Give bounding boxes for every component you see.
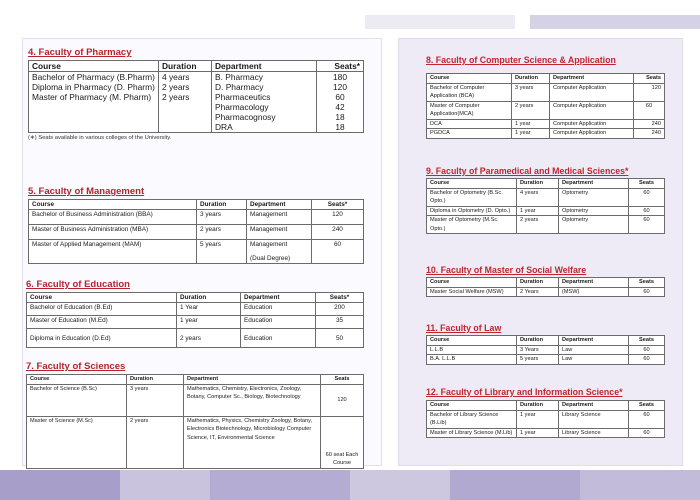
duration-cell: 2 years xyxy=(159,82,212,92)
top-band xyxy=(0,0,700,30)
column-header: Seats* xyxy=(316,293,364,303)
column-header: Department xyxy=(241,293,316,303)
paramedical-title: 9. Faculty of Paramedical and Medical Sciences* xyxy=(426,166,629,176)
seats-footnote: (∗) Seats available in various colleges of the University. xyxy=(28,135,172,141)
column-header: Department xyxy=(559,401,629,411)
table-row xyxy=(27,303,364,316)
law-section xyxy=(426,323,664,365)
education-section xyxy=(26,279,363,348)
department-cell: Optometry xyxy=(559,188,629,206)
department-cell: Computer Application xyxy=(550,119,634,129)
duration-cell: 4 years xyxy=(517,188,559,206)
department-cell: Mathematics, Physics, Chemistry Zoology, Botany, Electronics Biotechnology, Microbiology Computer Science, IT, Environmental Science xyxy=(184,416,321,468)
management-section xyxy=(28,186,363,264)
department-cell: Computer Application xyxy=(550,101,634,119)
table-row xyxy=(27,384,364,416)
course-cell: Master of Business Administration (MBA) xyxy=(29,225,197,240)
seats-cell: 60 xyxy=(629,287,665,297)
library-section xyxy=(426,387,664,438)
seats-cell: 60 xyxy=(629,216,665,234)
department-cell: Mathematics, Chemistry, Electronics, Zoology, Botany, Computer Sc., Biology, Biotechnology xyxy=(184,384,321,416)
cs-title: 8. Faculty of Computer Science & Application xyxy=(426,55,616,65)
duration-cell: 5 years xyxy=(197,240,247,264)
table-row xyxy=(427,355,665,365)
table-row xyxy=(29,72,364,83)
column-header: Department xyxy=(184,375,321,385)
department-cell: Education xyxy=(241,329,316,348)
seats-cell: 60 seat Each Course xyxy=(321,416,364,468)
duration-cell: 3 years xyxy=(127,384,184,416)
table-row xyxy=(29,92,364,133)
duration-cell: 2 years xyxy=(177,329,241,348)
seats-cell: 120 xyxy=(317,82,364,92)
column-header: Course xyxy=(29,61,159,72)
table-row xyxy=(427,129,665,139)
seats-cell: 60 xyxy=(312,240,364,264)
table-row xyxy=(427,428,665,438)
course-cell: Master of Library Science (M.Lib) xyxy=(427,428,517,438)
education-table xyxy=(26,292,364,348)
duration-cell: 3 Years xyxy=(517,345,559,355)
seats-item: 42 xyxy=(335,102,345,112)
seats-cell: 60 xyxy=(629,410,665,428)
course-cell: Bachelor of Library Science (B.Lib) xyxy=(427,410,517,428)
column-header: Seats xyxy=(629,278,665,288)
department-item: Pharmacology xyxy=(215,102,269,112)
seats-cell: 60 xyxy=(629,206,665,216)
seats-cell: 240 xyxy=(312,225,364,240)
seats-cell: 180 xyxy=(317,72,364,83)
column-header: Course xyxy=(27,293,177,303)
table-row xyxy=(427,188,665,206)
column-header: Duration xyxy=(517,401,559,411)
department-cell: Computer Application xyxy=(550,129,634,139)
column-header: Seats* xyxy=(312,200,364,210)
department-cell xyxy=(247,240,312,264)
column-header: Seats xyxy=(634,74,665,84)
seats-cell: 120 xyxy=(634,83,665,101)
column-header: Department xyxy=(559,336,629,346)
column-header: Course xyxy=(427,278,517,288)
column-header: Course xyxy=(427,74,512,84)
course-cell: Bachelor of Optometry (B.Sc. Opto.) xyxy=(427,188,517,206)
duration-cell: 1 year xyxy=(512,129,550,139)
duration-cell: 5 years xyxy=(517,355,559,365)
table-row xyxy=(427,101,665,119)
table-row xyxy=(29,225,364,240)
course-cell: PGDCA xyxy=(427,129,512,139)
column-header: Seats xyxy=(629,401,665,411)
seats-cell: 50 xyxy=(316,329,364,348)
law-table xyxy=(426,335,665,365)
duration-cell: 1 year xyxy=(517,428,559,438)
duration-cell: 3 years xyxy=(512,83,550,101)
seats-cell: 35 xyxy=(316,316,364,329)
duration-cell: 1 year xyxy=(517,410,559,428)
duration-cell: 2 years xyxy=(197,225,247,240)
department-cell xyxy=(212,92,317,133)
library-table xyxy=(426,400,665,438)
department-cell: Optometry xyxy=(559,216,629,234)
seats-item: 18 xyxy=(335,122,345,132)
pharmacy-table xyxy=(28,60,364,133)
social-welfare-title: 10. Faculty of Master of Social Welfare xyxy=(426,265,587,275)
table-row xyxy=(427,206,665,216)
column-header: Duration xyxy=(197,200,247,210)
table-header-row xyxy=(427,278,665,288)
bottom-band xyxy=(0,470,700,500)
duration-cell: 1 year xyxy=(517,206,559,216)
column-header: Duration xyxy=(159,61,212,72)
law-title: 11. Faculty of Law xyxy=(426,323,502,333)
department-cell: Computer Application xyxy=(550,83,634,101)
table-header-row xyxy=(427,74,665,84)
sciences-title: 7. Faculty of Sciences xyxy=(26,361,126,372)
table-header-row xyxy=(27,293,364,303)
department-cell: Education xyxy=(241,316,316,329)
column-header: Department xyxy=(559,278,629,288)
column-header: Course xyxy=(427,179,517,189)
column-header: Department xyxy=(550,74,634,84)
paramedical-section xyxy=(426,166,664,234)
course-cell: B.A. L.L.B xyxy=(427,355,517,365)
table-header-row xyxy=(427,401,665,411)
cs-table xyxy=(426,73,665,139)
seats-cell: 60 xyxy=(629,355,665,365)
department-cell: Library Science xyxy=(559,428,629,438)
column-header: Course xyxy=(27,375,127,385)
department-cell: Library Science xyxy=(559,410,629,428)
column-header: Duration xyxy=(177,293,241,303)
table-row xyxy=(27,316,364,329)
seats-cell: 240 xyxy=(634,119,665,129)
seats-cell: 60 xyxy=(629,188,665,206)
duration-cell: 1 Year xyxy=(177,303,241,316)
course-cell: Bachelor of Science (B.Sc) xyxy=(27,384,127,416)
duration-cell: 2 years xyxy=(512,101,550,119)
department-cell: D. Pharmacy xyxy=(212,82,317,92)
duration-cell: 2 years xyxy=(517,216,559,234)
seats-cell: 120 xyxy=(312,210,364,225)
course-cell: Master of Science (M.Sc) xyxy=(27,416,127,468)
duration-cell: 3 years xyxy=(197,210,247,225)
column-header: Seats* xyxy=(317,61,364,72)
column-header: Duration xyxy=(127,375,184,385)
seats-cell: 120 xyxy=(321,384,364,416)
course-cell: Master of Pharmacy (M. Pharm) xyxy=(29,92,159,133)
department-cell: Optometry xyxy=(559,206,629,216)
duration-cell: 4 years xyxy=(159,72,212,83)
table-header-row xyxy=(29,61,364,72)
department-item: Pharmacognosy xyxy=(215,112,276,122)
seats-cell: 60 xyxy=(629,428,665,438)
library-title: 12. Faculty of Library and Information Science* xyxy=(426,387,623,397)
duration-cell: 2 years xyxy=(159,92,212,133)
department-cell: Law xyxy=(559,355,629,365)
column-header: Department xyxy=(212,61,317,72)
course-cell: Bachelor of Computer Application (BCA) xyxy=(427,83,512,101)
seats-cell: 240 xyxy=(634,129,665,139)
table-row xyxy=(29,210,364,225)
pharmacy-title: 4. Faculty of Pharmacy xyxy=(28,47,132,58)
column-header: Course xyxy=(427,401,517,411)
table-row xyxy=(427,410,665,428)
table-row xyxy=(29,82,364,92)
seats-cell: 200 xyxy=(316,303,364,316)
table-row xyxy=(427,287,665,297)
department-item: DRA xyxy=(215,122,233,132)
social-welfare-section xyxy=(426,265,664,297)
course-cell: Diploma in Pharmacy (D. Pharm) xyxy=(29,82,159,92)
duration-cell: 1 year xyxy=(512,119,550,129)
course-cell: Master of Optometry (M.Sc. Opto.) xyxy=(427,216,517,234)
seats-item: 18 xyxy=(335,112,345,122)
course-cell: L.L.B xyxy=(427,345,517,355)
seats-cell xyxy=(317,92,364,133)
department-cell: Management xyxy=(247,225,312,240)
column-header: Duration xyxy=(517,336,559,346)
course-cell: DCA xyxy=(427,119,512,129)
department-cell: (MSW) xyxy=(559,287,629,297)
course-cell: Diploma in Education (D.Ed) xyxy=(27,329,177,348)
column-header: Duration xyxy=(512,74,550,84)
pharmacy-section xyxy=(28,47,363,141)
column-header: Course xyxy=(427,336,517,346)
course-cell: Master Social Welfare (MSW) xyxy=(427,287,517,297)
table-header-row xyxy=(427,336,665,346)
seats-cell: 60 xyxy=(629,345,665,355)
department-cell: Education xyxy=(241,303,316,316)
sciences-table xyxy=(26,374,364,469)
table-row xyxy=(427,83,665,101)
department-cell: B. Pharmacy xyxy=(212,72,317,83)
course-cell: Diploma in Optometry (D. Opto.) xyxy=(427,206,517,216)
sciences-section xyxy=(26,361,363,469)
table-row xyxy=(29,240,364,264)
duration-cell: 2 Years xyxy=(517,287,559,297)
course-cell: Master of Applied Management (MAM) xyxy=(29,240,197,264)
department-item: Pharmaceutics xyxy=(215,92,271,102)
column-header: Duration xyxy=(517,278,559,288)
department-cell: Management xyxy=(247,210,312,225)
course-cell: Bachelor of Business Administration (BBA) xyxy=(29,210,197,225)
course-cell: Master of Education (M.Ed) xyxy=(27,316,177,329)
top-band-dark xyxy=(530,15,700,29)
management-table xyxy=(28,199,364,264)
management-title: 5. Faculty of Management xyxy=(28,186,145,197)
paramedical-table xyxy=(426,178,665,234)
social-welfare-table xyxy=(426,277,665,297)
seats-item: 60 xyxy=(335,92,345,102)
column-header: Seats xyxy=(629,179,665,189)
department-item: Management xyxy=(250,241,288,248)
top-band-light xyxy=(365,15,515,29)
table-row xyxy=(27,329,364,348)
department-cell: Law xyxy=(559,345,629,355)
seats-cell: 60 xyxy=(634,101,665,119)
cs-section xyxy=(426,55,664,139)
dual-degree-note: (Dual Degree) xyxy=(250,255,291,262)
table-header-row xyxy=(29,200,364,210)
table-row xyxy=(427,119,665,129)
duration-cell: 1 year xyxy=(177,316,241,329)
table-row xyxy=(27,416,364,468)
duration-cell: 2 years xyxy=(127,416,184,468)
column-header: Duration xyxy=(517,179,559,189)
course-cell: Bachelor of Pharmacy (B.Pharm) xyxy=(29,72,159,83)
table-header-row xyxy=(27,375,364,385)
education-title: 6. Faculty of Education xyxy=(26,279,130,290)
column-header: Department xyxy=(559,179,629,189)
table-row xyxy=(427,216,665,234)
course-cell: Master of Computer Application(MCA) xyxy=(427,101,512,119)
column-header: Seats xyxy=(321,375,364,385)
table-header-row xyxy=(427,179,665,189)
column-header: Course xyxy=(29,200,197,210)
course-cell: Bachelor of Education (B.Ed) xyxy=(27,303,177,316)
column-header: Seats xyxy=(629,336,665,346)
table-row xyxy=(427,345,665,355)
column-header: Department xyxy=(247,200,312,210)
